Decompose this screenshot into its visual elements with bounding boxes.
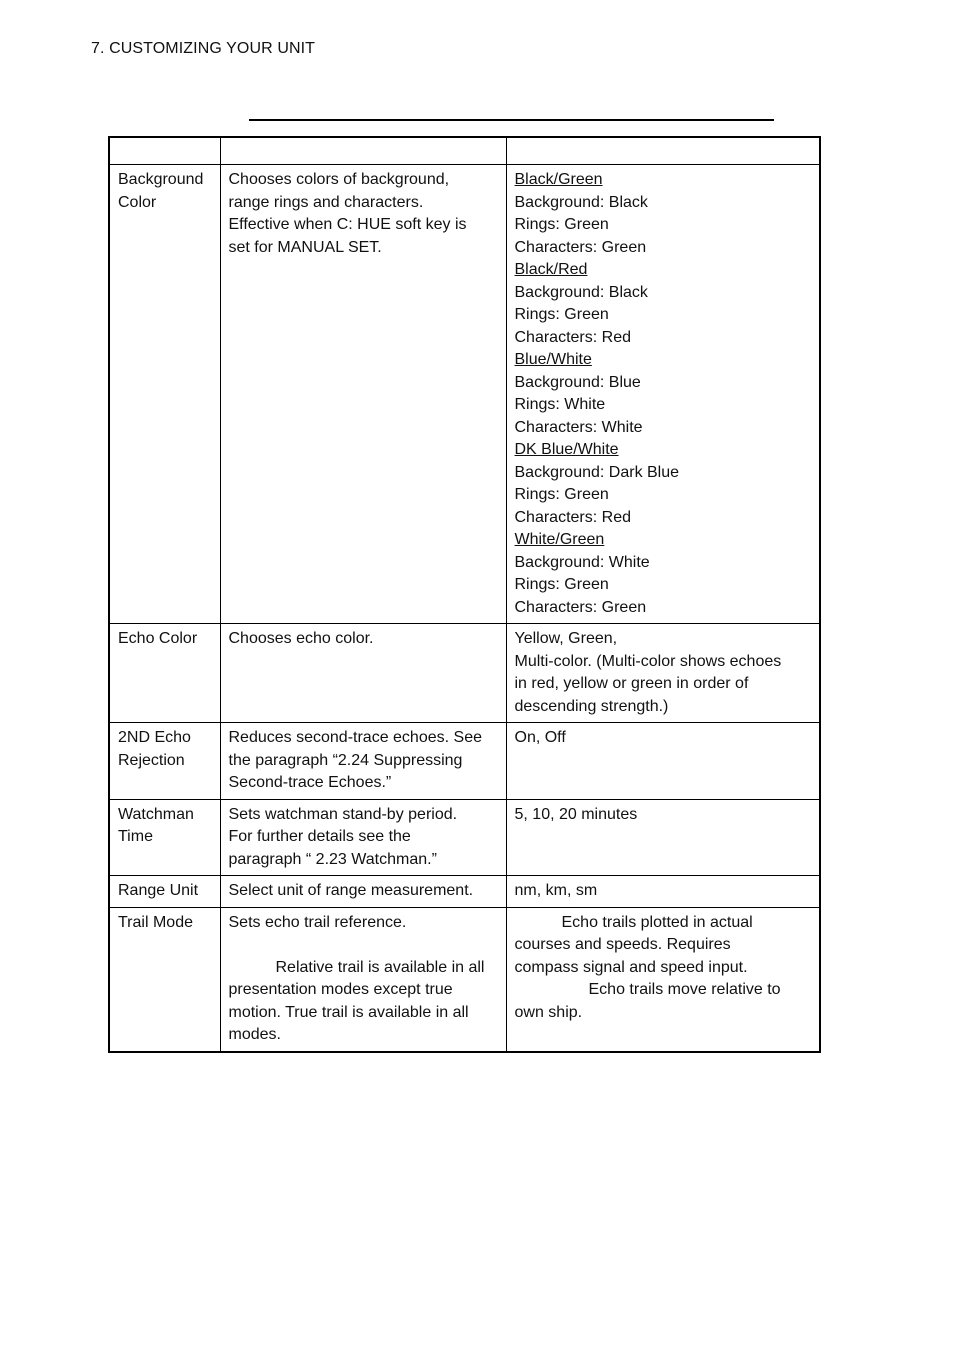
option-detail: Background: Black <box>514 283 648 301</box>
option-detail: Rings: White <box>514 396 606 413</box>
option-name: Black/Green <box>514 171 603 188</box>
option-detail: Characters: White <box>514 418 643 436</box>
option-line: Echo trails plotted in actual <box>561 913 753 931</box>
item-label: Watchman <box>118 805 194 823</box>
item-cell <box>109 624 220 723</box>
description-line: range rings and characters. <box>228 193 424 211</box>
item-cell <box>109 907 220 1052</box>
header-options <box>506 137 820 165</box>
option-name: Blue/White <box>514 351 592 368</box>
option-detail: Rings: Green <box>514 576 609 593</box>
option-detail: Characters: Green <box>514 238 647 256</box>
header-description <box>220 137 506 165</box>
description-note-line: presentation modes except true <box>228 981 453 998</box>
option-detail: Rings: Green <box>514 486 609 503</box>
option-line: On, Off <box>514 729 566 746</box>
description-cell <box>220 165 506 624</box>
options-cell <box>506 799 820 876</box>
option-line: Yellow, Green, <box>514 630 618 647</box>
description-note-line: motion. True trail is available in all <box>228 1003 469 1021</box>
description-line: Chooses echo color. <box>228 630 374 647</box>
option-line: Multi-color. (Multi-color shows echoes <box>514 652 782 670</box>
description-note-line: modes. <box>228 1026 281 1043</box>
description-line: Reduces second-trace echoes. See <box>228 729 482 746</box>
options-cell <box>506 624 820 723</box>
option-name: DK Blue/White <box>514 441 619 458</box>
option-name: Black/Red <box>514 261 588 278</box>
item-cell <box>109 799 220 876</box>
running-head: 7. CUSTOMIZING YOUR UNIT <box>91 40 316 57</box>
description-line: Second-trace Echoes.” <box>228 774 392 791</box>
description-line: Select unit of range measurement. <box>228 882 474 899</box>
option-detail: Background: White <box>514 553 650 571</box>
option-line: courses and speeds. Requires <box>514 936 731 953</box>
description-line: For further details see the <box>228 828 411 845</box>
option-line: descending strength.) <box>514 697 669 715</box>
option-name: White/Green <box>514 531 605 548</box>
item-label: Echo Color <box>118 630 198 647</box>
table-row <box>109 165 820 624</box>
item-label: Range Unit <box>118 882 199 899</box>
option-line: in red, yellow or green in order of <box>514 675 749 692</box>
option-line: own ship. <box>514 1003 583 1021</box>
description-cell <box>220 907 506 1052</box>
table-header-row <box>109 137 820 165</box>
item-label: Rejection <box>118 751 185 769</box>
description-cell <box>220 876 506 908</box>
options-cell <box>506 876 820 908</box>
option-detail: Background: Blue <box>514 373 641 391</box>
item-label: 2ND Echo <box>118 729 191 746</box>
table-row <box>109 799 820 876</box>
options-cell <box>506 907 820 1052</box>
option-line: nm, km, sm <box>514 882 598 899</box>
option-detail: Characters: Green <box>514 598 647 616</box>
option-line: Echo trails move relative to <box>588 981 781 998</box>
description-line: paragraph “ 2.23 Watchman.” <box>228 850 437 868</box>
description-line: Sets watchman stand-by period. <box>228 805 458 823</box>
option-detail: Rings: Green <box>514 306 609 323</box>
item-label: Color <box>118 193 157 211</box>
item-label: Time <box>118 828 153 845</box>
description-cell <box>220 799 506 876</box>
option-detail: Background: Dark Blue <box>514 463 680 481</box>
item-label: Trail Mode <box>118 913 193 931</box>
description-line: Sets echo trail reference. <box>228 913 407 931</box>
option-line: 5, 10, 20 minutes <box>514 805 638 823</box>
table-title-rule <box>249 119 774 121</box>
option-detail: Rings: Green <box>514 216 609 233</box>
option-detail: Background: Black <box>514 193 648 211</box>
option-detail: Characters: Red <box>514 328 631 346</box>
item-cell <box>109 723 220 800</box>
item-label: Background <box>118 171 204 188</box>
description-cell <box>220 723 506 800</box>
menu-description-table <box>108 136 821 1053</box>
description-line: set for MANUAL SET. <box>228 238 382 256</box>
description-cell <box>220 624 506 723</box>
options-cell <box>506 723 820 800</box>
item-cell <box>109 876 220 908</box>
blank-line <box>229 934 499 957</box>
description-line: the paragraph “2.24 Suppressing <box>228 751 463 769</box>
table-row <box>109 723 820 800</box>
option-line: compass signal and speed input. <box>514 958 748 976</box>
description-line: Effective when C: HUE soft key is <box>228 216 467 233</box>
description-line: Chooses colors of background, <box>228 171 450 188</box>
options-cell <box>506 165 820 624</box>
table-row <box>109 624 820 723</box>
item-cell <box>109 165 220 624</box>
table-row <box>109 876 820 908</box>
option-detail: Characters: Red <box>514 508 631 526</box>
table-row <box>109 907 820 1052</box>
description-note-line: Relative trail is available in all <box>275 958 485 976</box>
header-item <box>109 137 220 165</box>
